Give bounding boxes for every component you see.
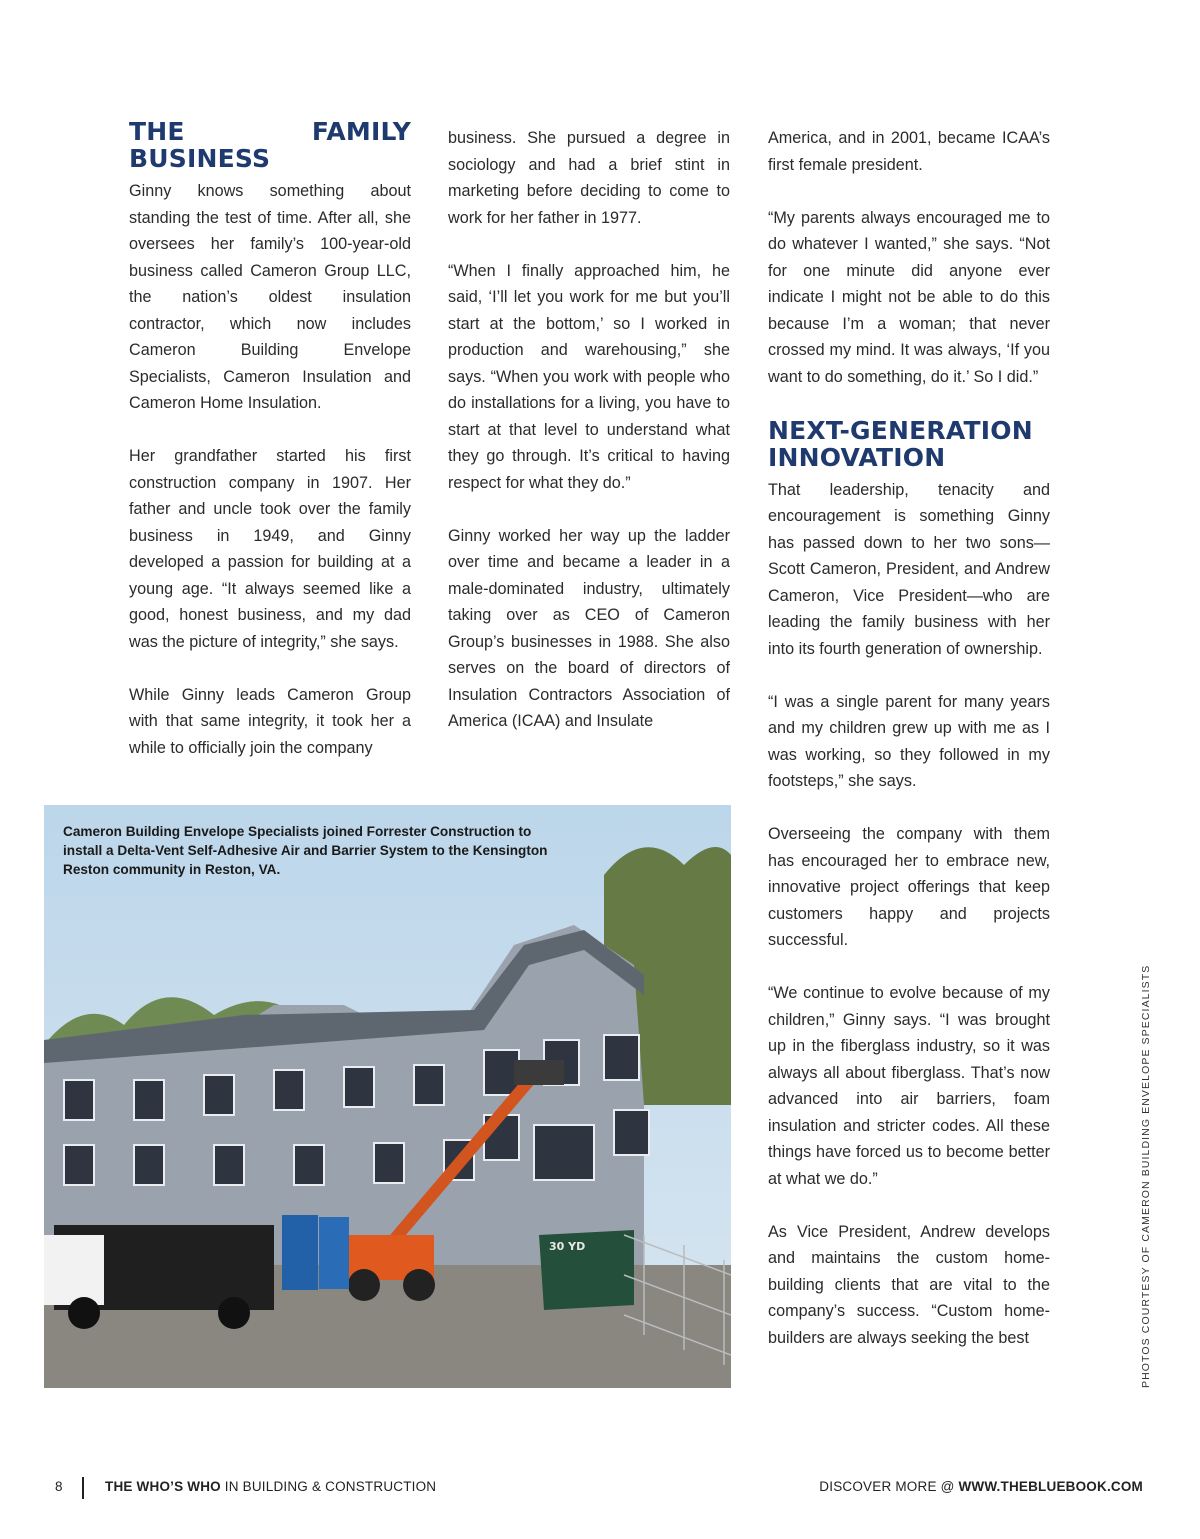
publication-title	[105, 1479, 436, 1494]
website-link[interactable]	[819, 1479, 1143, 1494]
portable-toilet	[282, 1215, 318, 1290]
portable-toilet	[319, 1217, 349, 1289]
footer-divider	[82, 1477, 84, 1499]
dumpster-label: 30 YD	[549, 1240, 586, 1253]
article-column-2	[448, 125, 730, 761]
publication-title-rest: IN BUILDING & CONSTRUCTION	[220, 1479, 437, 1494]
article-column-1	[129, 118, 411, 788]
paragraph: As Vice President, Andrew develops and maintains the custom home-building clients that are vital to the company’s success. “Custom home-builders are always seeking the best	[768, 1222, 1050, 1347]
construction-site-photo	[44, 805, 731, 1388]
paragraph: “We continue to evolve because of my children,” Ginny says. “I was brought up in the fiberglass industry, so it was always all about fiberglass. That’s now advanced into air barriers, foam insulation and stricter codes. All these things have forced us to become better at what we do.”	[768, 984, 1050, 1188]
page-number: 8	[55, 1479, 63, 1494]
website-url[interactable]: WWW.THEBLUEBOOK.COM	[958, 1479, 1143, 1494]
paragraph: “I was a single parent for many years and my children grew up with me as I was working, so they followed in my footsteps,” she says.	[768, 692, 1050, 790]
section-heading-next-generation: NEXT-GENERATION INNOVATION	[768, 415, 1033, 472]
paragraph: Her grandfather started his first construction company in 1907. Her father and uncle took over the family business in 1949, and Ginny developed a passion for building at a young age. “It always seemed like a good, honest business, and my dad was the picture of integrity,” she says.	[129, 447, 411, 651]
photo-caption: Cameron Building Envelope Specialists joined Forrester Construction to install a Delta-Vent Self-Adhesive Air and Barrier System to the Kensington Reston community in Reston, VA.	[63, 824, 548, 877]
paragraph: Overseeing the company with them has encouraged her to embrace new, innovative project offerings that keep customers happy and projects successful.	[768, 825, 1050, 949]
discover-label: DISCOVER MORE @	[819, 1479, 959, 1494]
section-heading-family-business: THE FAMILY BUSINESS	[129, 117, 411, 173]
publication-title-bold: THE WHO’S WHO	[105, 1479, 221, 1494]
construction-illustration	[44, 805, 731, 1388]
telehandler-bucket	[514, 1060, 564, 1085]
page-footer	[0, 1477, 1200, 1499]
paragraph: Ginny knows something about standing the test of time. After all, she oversees her family’s 100-year-old business called Cameron Group LLC, the nation’s oldest insulation contractor, which now includes Cameron Building Envelope Specialists, Cameron Insulation and Cameron Home Insulation.	[129, 182, 411, 412]
paragraph: business. She pursued a degree in sociology and had a brief stint in marketing before deciding to come to work for her father in 1977.	[448, 129, 730, 227]
photo-credit: PHOTOS COURTESY OF CAMERON BUILDING ENVELOPE SPECIALISTS	[1140, 964, 1152, 1388]
paragraph: America, and in 2001, became ICAA’s first female president.	[768, 129, 1050, 174]
paragraph: “When I finally approached him, he said, ‘I’ll let you work for me but you’ll start at the bottom,’ so I worked in production and warehousing,” she says. “When you work with people who do installations for a living, you have to start at that level to understand what they go through. It’s critical to having respect for what they do.”	[448, 261, 730, 492]
paragraph: That leadership, tenacity and encouragement is something Ginny has passed down to her two sons—Scott Cameron, President, and Andrew Cameron, Vice President—who are leading the family business with her into its fourth generation of ownership.	[768, 480, 1050, 658]
article-column-3	[768, 125, 1050, 1378]
truck-cab	[44, 1235, 104, 1305]
paragraph: While Ginny leads Cameron Group with that same integrity, it took her a while to officially join the company	[129, 685, 411, 757]
paragraph: “My parents always encouraged me to do whatever I wanted,” she says. “Not for one minute did anyone ever indicate I might not be able to do this because I’m a woman; that never crossed my mind. It was always, ‘If you want to do something, do it.’ So I did.”	[768, 208, 1050, 386]
paragraph: Ginny worked her way up the ladder over time and became a leader in a male-dominated industry, ultimately taking over as CEO of Cameron Group’s businesses in 1988. She also serves on the board of directors of Insulation Contractors Association of America (ICAA) and Insulate	[448, 526, 730, 730]
